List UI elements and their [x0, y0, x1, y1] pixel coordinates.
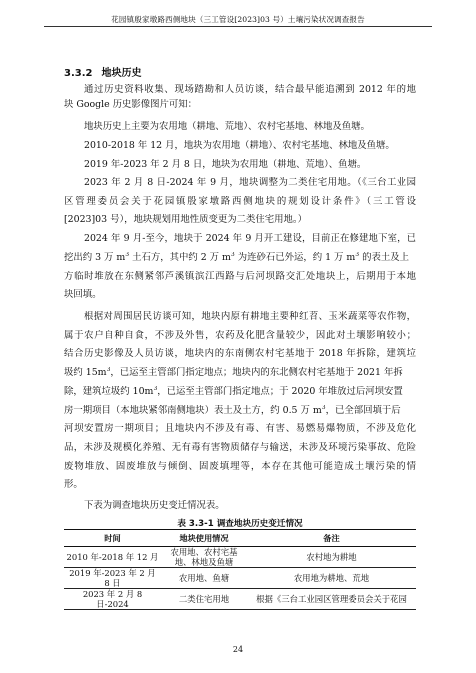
table-row — [64, 568, 416, 589]
paragraph: 2019 年-2023 年 2 月 8 日，地块为农用地（耕地、荒地）、鱼塘。 — [84, 159, 367, 170]
header-rule — [44, 26, 432, 27]
use-cell: 农用地、鱼塘 — [161, 568, 247, 589]
column-header: 地块使用情况 — [161, 530, 247, 547]
section-title: 地块历史 — [101, 68, 142, 79]
paragraph-line: 根据对周围居民访谈可知，地块内原有耕地主要种红苕、玉米蔬菜等农作物， — [84, 311, 416, 322]
paragraph-line: 形。 — [64, 479, 83, 490]
column-header: 时间 — [64, 530, 161, 547]
paragraph-line: 块回填。 — [64, 289, 102, 300]
paragraph-line: 通过历史资料收集、现场踏勘和人员访谈，结合最早能追溯到 2012 年的地 — [84, 84, 416, 95]
superscript: 3 — [153, 386, 158, 392]
paragraph: 地块历史上主要为农用地（耕地、荒地）、农村宅基地、林地及鱼塘。 — [84, 121, 370, 132]
paragraph-line: 属于农户自种自食，不涉及外售，农药及化肥含量较少，因此对土壤影响较小； — [64, 330, 416, 341]
paragraph-line: 2023 年 2 月 8 日-2024 年 9 月，地块调整为二类住宅用地。（《三台工业园 — [84, 177, 416, 188]
paragraph-line: [2023]03 号），地块规划用地性质变更为二类住宅用地。） — [64, 214, 307, 225]
text-fragment: ，已运至主管部门指定地点；于 2020 年堆放过后河坝安置 — [157, 386, 403, 397]
text-fragment: 土石方，其中约 2 万 m — [129, 252, 231, 263]
superscript: 3 — [106, 367, 111, 373]
table-caption: 表 3.3-1 调查地块历史变迁情况 — [177, 519, 303, 529]
use-cell: 农用地、农村宅基地、林地及鱼塘 — [161, 547, 247, 568]
paragraph: 下表为调查地块历史变迁情况表。 — [84, 500, 225, 511]
paragraph-line: 品，未涉及规模化养殖、无有毒有害物质储存与输送，未涉及环境污染事故、危险 — [64, 442, 416, 453]
paragraph-line — [64, 405, 401, 417]
text-fragment: 房一期项目（本地块紧邻南侧地块）表土及土方，约 0.5 万 m — [64, 405, 322, 416]
table-header-row — [64, 530, 416, 547]
superscript: 3 — [230, 252, 235, 258]
section-heading — [64, 64, 141, 79]
text-fragment: ，已运至主管部门指定地点；地块内的东北侧农村宅基地于 2021 年拆 — [110, 367, 403, 378]
time-cell: 2019 年-2023 年 2 月 8 日 — [64, 568, 161, 589]
note-cell: 农村地为耕地 — [247, 547, 416, 568]
text-fragment: 为连砂石已外运，约 1 万 m — [234, 252, 356, 263]
paragraph-line — [64, 367, 403, 379]
paragraph-line: 方临时堆放在东侧紧邻芦溪镇滨江西路与后河坝路交汇处地块上，后期用于本地 — [64, 271, 416, 282]
superscript: 3 — [355, 252, 360, 258]
paragraph-line: 块 Google 历史影像图片可知： — [64, 99, 198, 110]
table-row — [64, 589, 416, 610]
history-table — [64, 529, 416, 610]
paragraph: 2010-2018 年 12 月，地块为农用地（耕地）、农村宅基地、林地及鱼塘。 — [84, 140, 395, 151]
paragraph-line — [64, 386, 403, 398]
text-fragment: ，已全部回填于后 — [325, 405, 401, 416]
paragraph-line — [64, 252, 409, 264]
text-fragment: 挖出约 3 万 m — [64, 252, 126, 263]
note-cell: 农用地为耕地、荒地 — [247, 568, 416, 589]
use-cell: 二类住宅用地 — [161, 589, 247, 610]
column-header: 备注 — [247, 530, 416, 547]
paragraph-line: 区管理委员会关于花园镇殷家墩路西侧地块的规划设计条件》（三工管设 — [64, 196, 416, 207]
time-cell: 2023 年 2 月 8 日-2024 — [64, 589, 161, 610]
page-number: 24 — [232, 645, 244, 654]
text-fragment: 除，建筑垃圾约 10m — [64, 386, 154, 397]
text-fragment: 圾约 15m — [64, 367, 107, 378]
superscript: 3 — [125, 252, 130, 258]
section-number: 3.3.2 — [64, 68, 93, 79]
paragraph-line: 结合历史影像及人员访谈，地块内的东南侧农村宅基地于 2018 年拆除，建筑垃 — [64, 348, 416, 359]
note-cell: 根据《三台工业园区管理委员会关于花园 — [247, 589, 416, 610]
paragraph-line: 河坝安置房一期项目；且地块内不涉及有毒、有害、易燃易爆物质，不涉及危化 — [64, 423, 416, 434]
superscript: 3 — [321, 405, 326, 411]
document-header: 花园镇殷家墩路西侧地块（三工管设[2023]03 号）土壤污染状况调查报告 — [111, 15, 365, 24]
paragraph-line: 2024 年 9 月-至今，地块于 2024 年 9 月开工建设，目前正在修建地下室，已 — [84, 233, 416, 244]
time-cell: 2010 年-2018 年 12 月 — [64, 547, 161, 568]
paragraph-line: 废物堆放、固废堆放与倾倒、固废填埋等，本存在其他可能造成土壤污染的情 — [64, 461, 416, 472]
text-fragment: 的表土及上 — [359, 252, 409, 263]
table-row — [64, 547, 416, 568]
